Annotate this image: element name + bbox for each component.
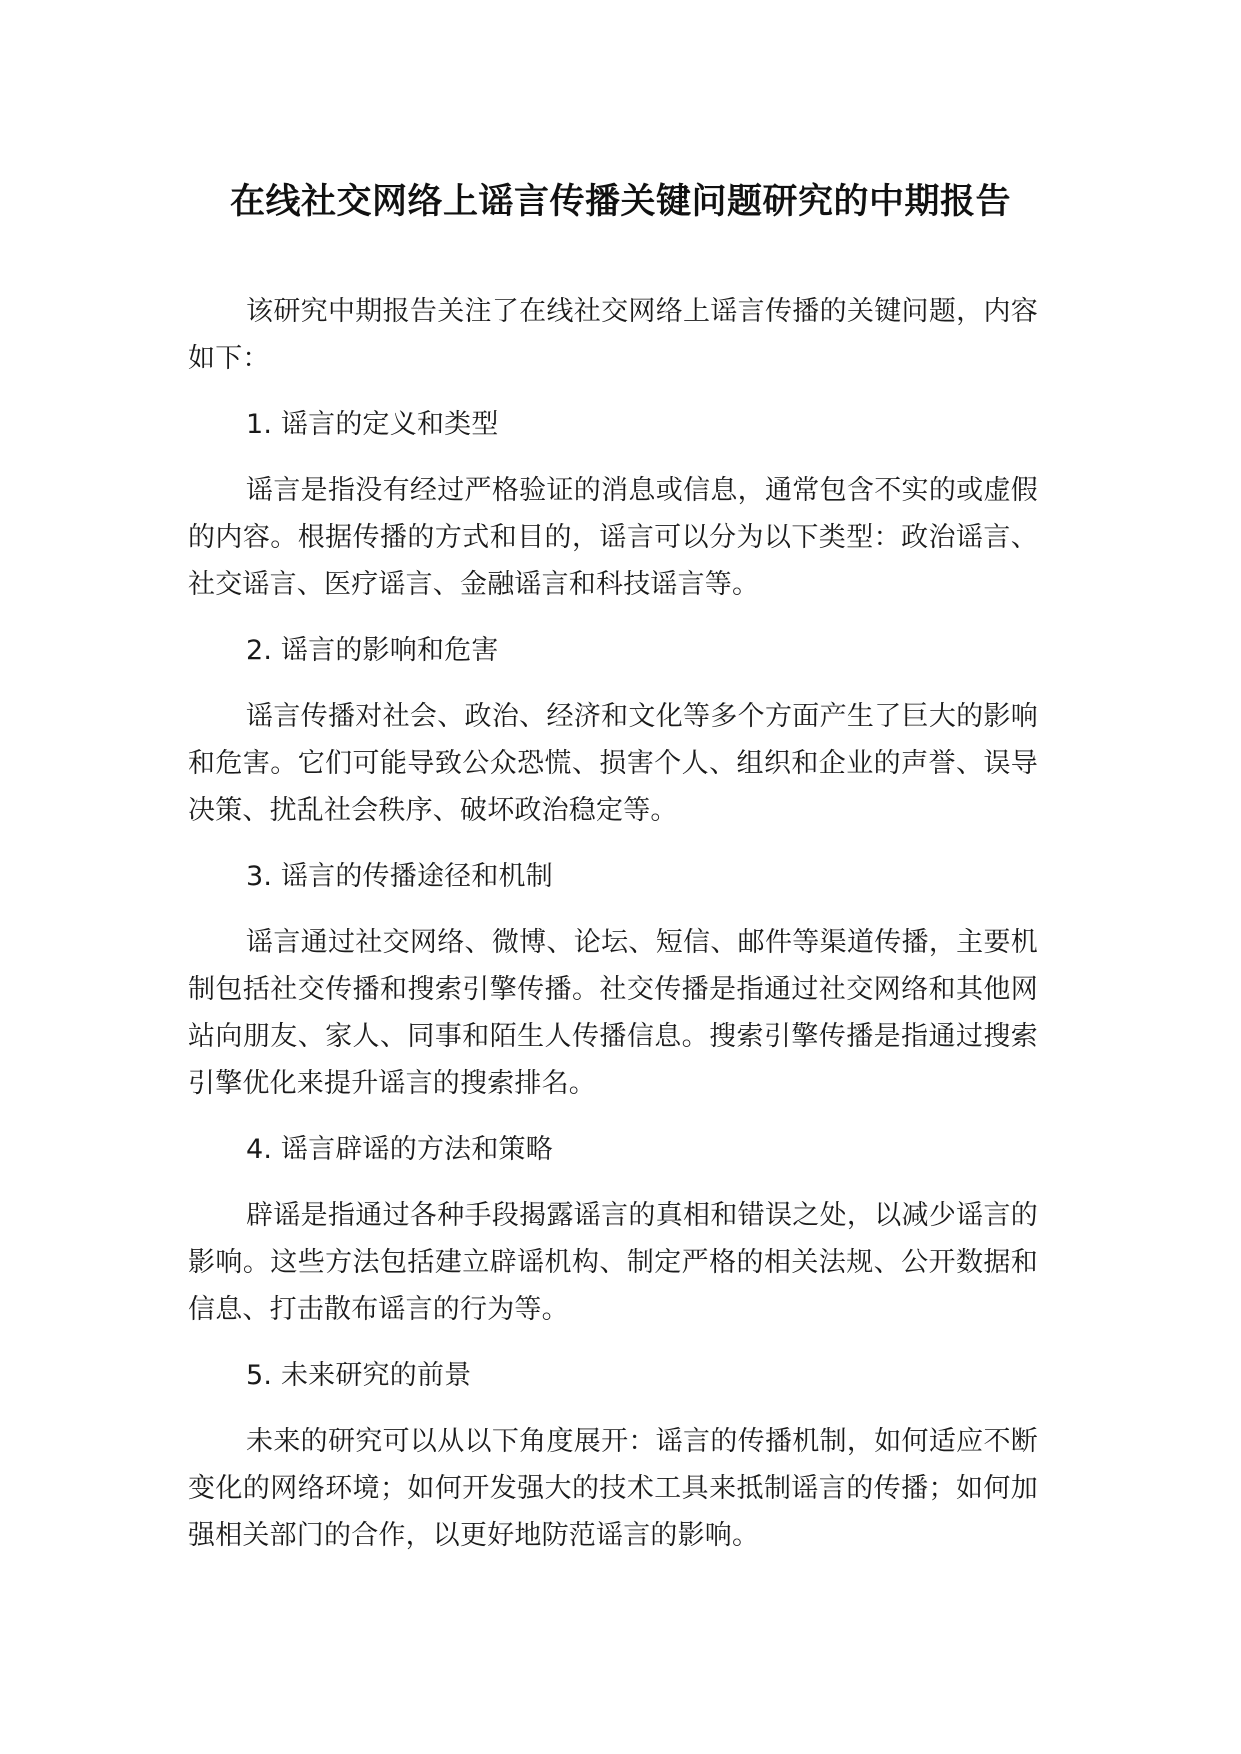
section-3-paragraph: 谣言通过社交网络、微博、论坛、短信、邮件等渠道传播，主要机制包括社交传播和搜索引擎传播。社交传播是指通过社交网络和其他网站向朋友、家人、同事和陌生人传播信息。搜索引擎传播是指通过搜索引擎优化来提升谣言的搜索排名。 <box>188 927 1038 1099</box>
section-2-heading: 2. 谣言的影响和危害 <box>246 635 499 666</box>
section-4-heading: 4. 谣言辟谣的方法和策略 <box>246 1134 553 1165</box>
section-4-paragraph: 辟谣是指通过各种手段揭露谣言的真相和错误之处，以减少谣言的影响。这些方法包括建立辟谣机构、制定严格的相关法规、公开数据和信息、打击散布谣言的行为等。 <box>188 1200 1038 1325</box>
section-2-paragraph: 谣言传播对社会、政治、经济和文化等多个方面产生了巨大的影响和危害。它们可能导致公众恐慌、损害个人、组织和企业的声誉、误导决策、扰乱社会秩序、破坏政治稳定等。 <box>188 701 1038 826</box>
section-5-paragraph: 未来的研究可以从以下角度展开：谣言的传播机制，如何适应不断变化的网络环境；如何开发强大的技术工具来抵制谣言的传播；如何加强相关部门的合作，以更好地防范谣言的影响。 <box>188 1426 1038 1551</box>
section-1-paragraph: 谣言是指没有经过严格验证的消息或信息，通常包含不实的或虚假的内容。根据传播的方式和目的，谣言可以分为以下类型：政治谣言、社交谣言、医疗谣言、金融谣言和科技谣言等。 <box>188 475 1038 600</box>
section-1-heading: 1. 谣言的定义和类型 <box>246 409 499 440</box>
section-3-heading: 3. 谣言的传播途径和机制 <box>246 861 553 892</box>
document-title: 在线社交网络上谣言传播关键问题研究的中期报告 <box>229 182 1011 222</box>
document-body <box>188 288 1038 1578</box>
intro-paragraph: 该研究中期报告关注了在线社交网络上谣言传播的关键问题，内容如下： <box>188 296 1038 374</box>
section-5-heading: 5. 未来研究的前景 <box>246 1360 472 1391</box>
